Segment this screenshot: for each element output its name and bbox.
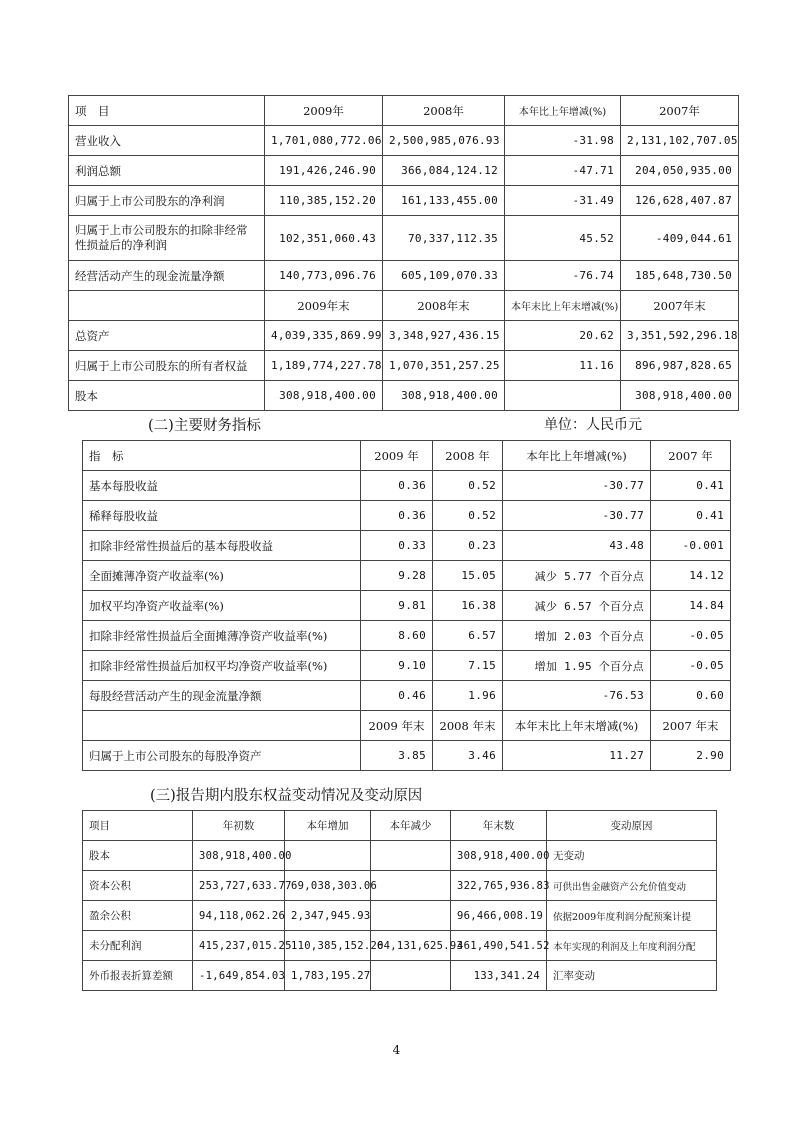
section-title: (二)主要财务指标 — [148, 418, 261, 434]
cell-value: 308,918,400.00 — [621, 381, 739, 411]
table-header-row — [83, 441, 731, 471]
header-cell: 本年末比上年末增减(%) — [503, 711, 651, 741]
table-header-row — [69, 96, 739, 126]
cell-value: 7.15 — [433, 651, 503, 681]
table-row — [83, 651, 731, 681]
table-row — [83, 501, 731, 531]
cell-value: 308,918,400.00 — [193, 841, 285, 871]
cell-value: 0.23 — [433, 531, 503, 561]
cell-value: 1.96 — [433, 681, 503, 711]
cell-value: 2.90 — [651, 741, 731, 771]
table-header-row — [83, 711, 731, 741]
cell-value: 896,987,828.65 — [621, 351, 739, 381]
row-label: 归属于上市公司股东的净利润 — [69, 186, 265, 216]
header-cell: 本年减少 — [371, 811, 451, 841]
cell-value: 102,351,060.43 — [265, 216, 383, 261]
row-label: 归属于上市公司股东的每股净资产 — [83, 741, 361, 771]
cell-value: 0.36 — [361, 501, 433, 531]
header-cell: 2009年 — [265, 96, 383, 126]
row-label: 总资产 — [69, 321, 265, 351]
key-indicators-table — [82, 440, 731, 771]
table-row — [69, 186, 739, 216]
row-label: 未分配利润 — [83, 931, 193, 961]
header-cell: 2008 年末 — [433, 711, 503, 741]
cell-value: 70,337,112.35 — [383, 216, 505, 261]
header-cell: 2007年 — [621, 96, 739, 126]
row-label: 营业收入 — [69, 126, 265, 156]
cell-value: 11.16 — [505, 351, 621, 381]
cell-value: 1,189,774,227.78 — [265, 351, 383, 381]
cell-value: 605,109,070.33 — [383, 261, 505, 291]
header-cell: 本年比上年增减(%) — [505, 96, 621, 126]
table-row — [83, 531, 731, 561]
cell-value: 191,426,246.90 — [265, 156, 383, 186]
header-cell: 变动原因 — [547, 811, 717, 841]
header-cell: 项目 — [83, 811, 193, 841]
equity-change-table — [82, 810, 717, 991]
table-row — [69, 381, 739, 411]
cell-value: 9.81 — [361, 591, 433, 621]
cell-value: 0.52 — [433, 471, 503, 501]
row-label: 全面摊薄净资产收益率(%) — [83, 561, 361, 591]
cell-value: 133,341.24 — [451, 961, 547, 991]
cell-value: 0.36 — [361, 471, 433, 501]
cell-value: 14.84 — [651, 591, 731, 621]
table-row — [83, 681, 731, 711]
cell-value: -76.53 — [503, 681, 651, 711]
cell-value — [505, 381, 621, 411]
row-label: 外币报表折算差额 — [83, 961, 193, 991]
cell-value: -31.98 — [505, 126, 621, 156]
change-reason: 无变动 — [547, 841, 717, 871]
cell-value: 308,918,400.00 — [265, 381, 383, 411]
table-row — [83, 471, 731, 501]
cell-value: -30.77 — [503, 501, 651, 531]
cell-value: 15.05 — [433, 561, 503, 591]
header-cell: 2008 年 — [433, 441, 503, 471]
row-label: 扣除非经常性损益后加权平均净资产收益率(%) — [83, 651, 361, 681]
row-label: 经营活动产生的现金流量净额 — [69, 261, 265, 291]
cell-value: 69,038,303.06 — [285, 871, 371, 901]
financial-summary-table — [68, 95, 739, 411]
table-row — [69, 261, 739, 291]
table-row — [83, 741, 731, 771]
cell-value: 增加 1.95 个百分点 — [503, 651, 651, 681]
cell-value: 253,727,633.77 — [193, 871, 285, 901]
change-reason: 可供出售金融资产公允价值变动 — [547, 871, 717, 901]
cell-value: 16.38 — [433, 591, 503, 621]
cell-value — [285, 841, 371, 871]
cell-value: 0.52 — [433, 501, 503, 531]
table-row — [69, 156, 739, 186]
cell-value: 308,918,400.00 — [451, 841, 547, 871]
cell-value: 64,131,625.93 — [371, 931, 451, 961]
cell-value: 110,385,152.20 — [285, 931, 371, 961]
header-cell: 项 目 — [69, 96, 265, 126]
table-row — [83, 561, 731, 591]
cell-value: 0.60 — [651, 681, 731, 711]
cell-value: -0.001 — [651, 531, 731, 561]
cell-value: 9.28 — [361, 561, 433, 591]
cell-value: 1,783,195.27 — [285, 961, 371, 991]
cell-value: 308,918,400.00 — [383, 381, 505, 411]
cell-value: 3.46 — [433, 741, 503, 771]
cell-value — [371, 841, 451, 871]
cell-value: 增加 2.03 个百分点 — [503, 621, 651, 651]
cell-value — [371, 871, 451, 901]
cell-value: 减少 5.77 个百分点 — [503, 561, 651, 591]
row-label: 利润总额 — [69, 156, 265, 186]
table-row — [69, 126, 739, 156]
header-cell: 本年比上年增减(%) — [503, 441, 651, 471]
cell-value: 9.10 — [361, 651, 433, 681]
cell-value: 20.62 — [505, 321, 621, 351]
cell-value: -30.77 — [503, 471, 651, 501]
cell-value: 110,385,152.20 — [265, 186, 383, 216]
header-cell: 2007年末 — [621, 291, 739, 321]
table-row — [69, 321, 739, 351]
header-cell: 指 标 — [83, 441, 361, 471]
cell-value: 366,084,124.12 — [383, 156, 505, 186]
section-title: (三)报告期内股东权益变动情况及变动原因 — [150, 788, 423, 804]
header-cell: 2008年 — [383, 96, 505, 126]
cell-value: 2,131,102,707.05 — [621, 126, 739, 156]
cell-value: 4,039,335,869.99 — [265, 321, 383, 351]
cell-value: 1,701,080,772.06 — [265, 126, 383, 156]
cell-value: 3.85 — [361, 741, 433, 771]
header-cell — [69, 291, 265, 321]
cell-value: 6.57 — [433, 621, 503, 651]
header-cell: 2009年末 — [265, 291, 383, 321]
cell-value: -47.71 — [505, 156, 621, 186]
cell-value: 0.33 — [361, 531, 433, 561]
row-label: 稀释每股收益 — [83, 501, 361, 531]
cell-value: -0.05 — [651, 621, 731, 651]
header-cell: 2008年末 — [383, 291, 505, 321]
cell-value: 96,466,008.19 — [451, 901, 547, 931]
row-label: 扣除非经常性损益后的基本每股收益 — [83, 531, 361, 561]
row-label: 归属于上市公司股东的扣除非经常性损益后的净利润 — [69, 216, 265, 261]
cell-value: 减少 6.57 个百分点 — [503, 591, 651, 621]
cell-value: -1,649,854.03 — [193, 961, 285, 991]
cell-value: 0.46 — [361, 681, 433, 711]
row-label: 盈余公积 — [83, 901, 193, 931]
cell-value: 415,237,015.25 — [193, 931, 285, 961]
change-reason: 依据2009年度利润分配预案计提 — [547, 901, 717, 931]
cell-value: 140,773,096.76 — [265, 261, 383, 291]
change-reason: 汇率变动 — [547, 961, 717, 991]
cell-value: 94,118,062.26 — [193, 901, 285, 931]
table-row — [69, 216, 739, 261]
cell-value: 204,050,935.00 — [621, 156, 739, 186]
table-row — [83, 961, 717, 991]
cell-value: 8.60 — [361, 621, 433, 651]
cell-value: -0.05 — [651, 651, 731, 681]
header-cell: 本年末比上年末增减(%) — [505, 291, 621, 321]
cell-value: 126,628,407.87 — [621, 186, 739, 216]
cell-value: 3,348,927,436.15 — [383, 321, 505, 351]
row-label: 股本 — [69, 381, 265, 411]
table-header-row — [69, 291, 739, 321]
cell-value: 1,070,351,257.25 — [383, 351, 505, 381]
row-label: 股本 — [83, 841, 193, 871]
cell-value — [371, 901, 451, 931]
row-label: 每股经营活动产生的现金流量净额 — [83, 681, 361, 711]
header-cell: 2009 年 — [361, 441, 433, 471]
cell-value: 2,500,985,076.93 — [383, 126, 505, 156]
row-label: 基本每股收益 — [83, 471, 361, 501]
table-row — [83, 931, 717, 961]
row-label: 加权平均净资产收益率(%) — [83, 591, 361, 621]
table-row — [83, 841, 717, 871]
table-row — [83, 621, 731, 651]
row-label: 资本公积 — [83, 871, 193, 901]
header-cell — [83, 711, 361, 741]
header-cell: 本年增加 — [285, 811, 371, 841]
header-cell: 年末数 — [451, 811, 547, 841]
cell-value: 161,133,455.00 — [383, 186, 505, 216]
cell-value: 3,351,592,296.18 — [621, 321, 739, 351]
table-row — [69, 351, 739, 381]
cell-value: -76.74 — [505, 261, 621, 291]
change-reason: 本年实现的利润及上年度利润分配 — [547, 931, 717, 961]
header-cell: 2007 年末 — [651, 711, 731, 741]
cell-value — [371, 961, 451, 991]
cell-value: 185,648,730.50 — [621, 261, 739, 291]
cell-value: 0.41 — [651, 501, 731, 531]
header-cell: 2009 年末 — [361, 711, 433, 741]
cell-value: 11.27 — [503, 741, 651, 771]
row-label: 归属于上市公司股东的所有者权益 — [69, 351, 265, 381]
table-row — [83, 901, 717, 931]
cell-value: -31.49 — [505, 186, 621, 216]
table-row — [83, 591, 731, 621]
header-cell: 年初数 — [193, 811, 285, 841]
unit-label: 单位：人民币元 — [544, 417, 642, 433]
page-number: 4 — [392, 1043, 401, 1057]
cell-value: 2,347,945.93 — [285, 901, 371, 931]
cell-value: 45.52 — [505, 216, 621, 261]
table-row — [83, 871, 717, 901]
cell-value: 14.12 — [651, 561, 731, 591]
table-header-row — [83, 811, 717, 841]
cell-value: -409,044.61 — [621, 216, 739, 261]
cell-value: 43.48 — [503, 531, 651, 561]
cell-value: 461,490,541.52 — [451, 931, 547, 961]
row-label: 扣除非经常性损益后全面摊薄净资产收益率(%) — [83, 621, 361, 651]
header-cell: 2007 年 — [651, 441, 731, 471]
cell-value: 0.41 — [651, 471, 731, 501]
cell-value: 322,765,936.83 — [451, 871, 547, 901]
